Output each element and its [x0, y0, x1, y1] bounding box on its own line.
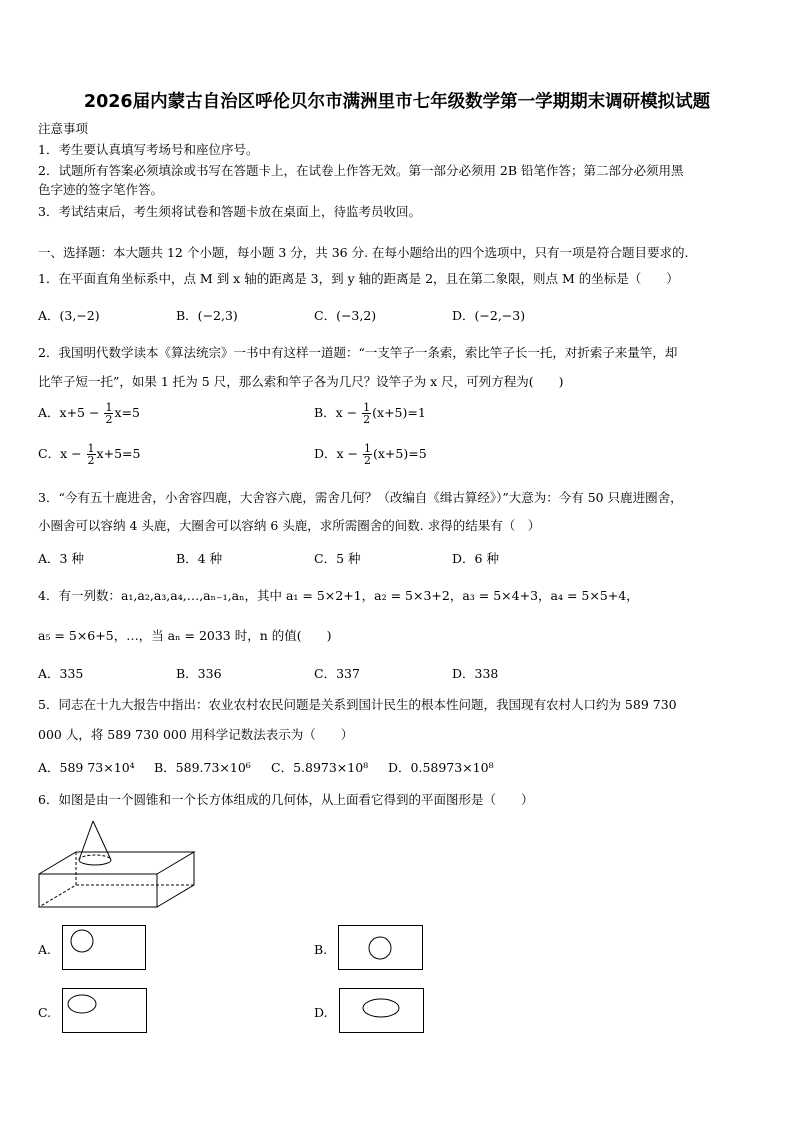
q6-option-b-figure — [338, 925, 424, 971]
rectangle — [339, 926, 423, 970]
notice-item: 1．考生要认真填写考场号和座位序号。 — [38, 142, 259, 157]
fraction: $\frac{1}{2}$ — [105, 401, 113, 426]
q6-option-c-figure — [62, 988, 148, 1034]
section-heading: 一、选择题：本大题共 12 个小题，每小题 3 分，共 36 分. 在每小题给出的四个选项中，只有一项是符合题目要求的. — [38, 245, 689, 260]
q2-option-b — [314, 402, 426, 425]
box-top-face — [39, 852, 194, 874]
fraction: $\frac{1}{2}$ — [363, 401, 371, 426]
q1-option-c: C．(−3,2) — [314, 308, 377, 323]
q2-option-a — [38, 402, 140, 425]
question-1: 1．在平面直角坐标系中，点 M 到 x 轴的距离是 3，到 y 轴的距离是 2，且在第二象限，则点 M 的坐标是（ ） — [38, 271, 679, 286]
question-3-line2: 小圈舍可以容纳 4 头鹿，大圈舍可以容纳 6 头鹿，求所需圈舍的间数. 求得的结果有（ ） — [38, 518, 541, 533]
rectangle — [63, 989, 147, 1033]
fraction: $\frac{1}{2}$ — [364, 442, 371, 467]
notice-item: 3．考试结束后，考生须将试卷和答题卡放在桌面上，待监考员收回。 — [38, 204, 421, 219]
cone-base-front — [79, 860, 111, 865]
q4-option-b: B．336 — [176, 666, 222, 681]
q5-option-c: C．5.8973×10⁸ — [271, 760, 369, 775]
cone-side-right — [93, 821, 111, 860]
fraction: $\frac{1}{2}$ — [87, 442, 95, 467]
q3-option-a: A．3 种 — [38, 551, 84, 566]
ellipse — [68, 995, 96, 1013]
box-front-face — [39, 874, 157, 907]
question-3-line1: 3．“今有五十鹿进舍，小舍容四鹿，大舍容六鹿，需舍几何？（改编自《缉古算经》）”大意为：今有 50 只鹿进圈舍， — [38, 490, 683, 505]
q2-c-prefix: C．x − — [38, 446, 86, 461]
q5-option-b: B．589.73×10⁶ — [154, 760, 251, 775]
q6-option-a-figure — [62, 925, 147, 971]
question-4-line1: 4．有一列数：a₁,a₂,a₃,a₄,…,aₙ₋₁,aₙ，其中 a₁ = 5×2+1，a₂ = 5×3+2，a₃ = 5×4+3，a₄ = 5×5+4， — [38, 588, 639, 603]
q2-a-suffix: x=5 — [114, 405, 140, 420]
page-title: 2026届内蒙古自治区呼伦贝尔市满洲里市七年级数学第一学期期末调研模拟试题 — [83, 92, 711, 112]
q2-a-prefix: A．x+5 − — [38, 405, 104, 420]
question-5-line1: 5．同志在十九大报告中指出：农业农村农民问题是关系到国计民生的根本性问题，我国现有农村人口约为 589 730 — [38, 697, 677, 712]
circle — [71, 930, 93, 952]
question-5-line2: 000 人，将 589 730 000 用科学记数法表示为（ ） — [38, 727, 354, 742]
box-right-face — [157, 852, 194, 907]
q2-b-suffix: (x+5)=1 — [372, 405, 426, 420]
cone-on-box-figure — [38, 818, 198, 913]
notice-item: 色字迹的签字笔作答。 — [38, 182, 164, 197]
ellipse — [363, 999, 399, 1017]
q4-option-c: C．337 — [314, 666, 360, 681]
q6-option-b-label: B. — [314, 942, 328, 957]
question-2-line1: 2．我国明代数学读本《算法统宗》一书中有这样一道题：“一支竿子一条索，索比竿子长一托，对折索子来量竿，却 — [38, 345, 678, 360]
q1-option-b: B．(−2,3) — [176, 308, 238, 323]
q1-option-d: D．(−2,−3) — [452, 308, 526, 323]
q5-option-a: A．589 73×10⁴ — [38, 760, 135, 775]
cone-side-left — [79, 821, 93, 860]
hidden-edges — [39, 852, 76, 907]
notice-heading: 注意事项 — [38, 121, 89, 136]
question-6: 6．如图是由一个圆锥和一个长方体组成的几何体，从上面看它得到的平面图形是（ ） — [38, 792, 534, 807]
notice-item: 2．试题所有答案必须填涂或书写在答题卡上，在试卷上作答无效。第一部分必须用 2B 铅笔作答；第二部分必须用黑 — [38, 163, 684, 178]
rectangle — [340, 989, 424, 1033]
q3-option-c: C．5 种 — [314, 551, 361, 566]
q2-d-suffix: (x+5)=5 — [373, 446, 427, 461]
q2-option-c — [38, 443, 140, 466]
question-2-line2: 比竿子短一托”，如果 1 托为 5 尺，那么索和竿子各为几尺？设竿子为 x 尺，可列方程为( ) — [38, 374, 564, 389]
question-4-line2: a₅ = 5×6+5，…，当 aₙ = 2033 时，n 的值( ) — [38, 628, 332, 643]
q2-c-suffix: x+5=5 — [96, 446, 141, 461]
q6-option-d-figure — [339, 988, 425, 1034]
q3-option-b: B．4 种 — [176, 551, 223, 566]
q6-option-a-label: A. — [38, 942, 52, 957]
q6-option-c-label: C. — [38, 1005, 52, 1020]
q2-b-prefix: B．x − — [314, 405, 362, 420]
q4-option-a: A．335 — [38, 666, 84, 681]
circle — [369, 937, 391, 959]
q6-option-d-label: D. — [314, 1005, 328, 1020]
q4-option-d: D．338 — [452, 666, 499, 681]
q1-option-a: A．(3,−2) — [38, 308, 100, 323]
cone-base-back — [79, 855, 111, 860]
q2-option-d — [314, 443, 427, 466]
q2-d-prefix: D．x − — [314, 446, 362, 461]
q3-option-d: D．6 种 — [452, 551, 499, 566]
q5-option-d: D．0.58973×10⁸ — [388, 760, 494, 775]
